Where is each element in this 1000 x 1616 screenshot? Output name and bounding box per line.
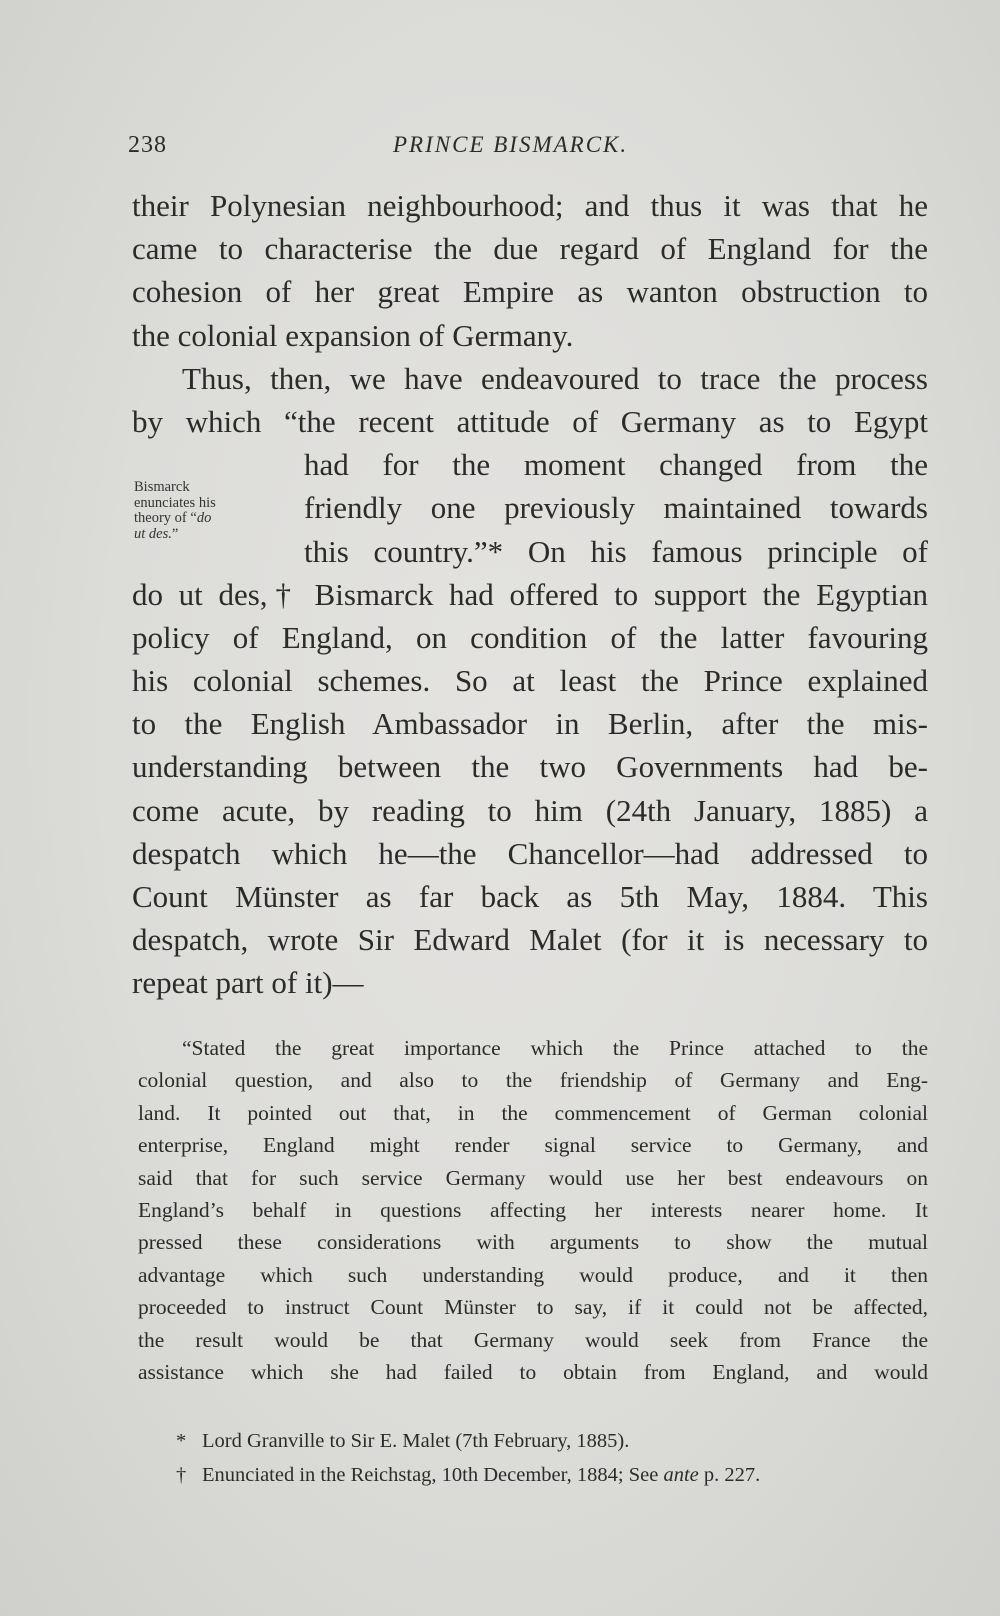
- text-line: their Polynesian neighbourhood; and thus it was that he: [132, 188, 928, 223]
- sidenote-italic: ut des.: [134, 525, 172, 542]
- text-line: do ut des,† Bismarck had offered to support the Egyptian: [132, 576, 928, 612]
- sidenote-text: ”: [171, 525, 179, 542]
- footnote-mark: †: [176, 1464, 187, 1486]
- body-text: [132, 184, 928, 1005]
- footnote-italic: ante: [663, 1464, 699, 1486]
- text-line: Count Münster as far back as 5th May, 1884. This: [132, 879, 928, 914]
- sidenote-text: theory of “: [134, 510, 197, 526]
- block-quote: [138, 1032, 928, 1388]
- paragraph-2: [132, 357, 928, 1005]
- text-line: understanding between the two Governments had be-: [132, 749, 928, 785]
- sidenote-line: [134, 511, 284, 527]
- quote-line: proceeded to instruct Count Münster to say, if it could not be affected,: [138, 1295, 928, 1320]
- footnote-1: [176, 1424, 936, 1458]
- quote-line: advantage which such understanding would produce, and it then: [138, 1262, 928, 1287]
- text-line: despatch which he—the Chancellor—had addressed to: [132, 835, 928, 871]
- quote-line: the result would be that Germany would seek from France the: [138, 1327, 928, 1352]
- quote-line: “Stated the great importance which the Prince attached to the: [182, 1036, 928, 1060]
- sidenote-italic: do: [196, 510, 212, 526]
- quote-line: pressed these considerations with arguments to show the mutual: [138, 1230, 928, 1255]
- footnote-text: Enunciated in the Reichstag, 10th December, 1884; See: [202, 1464, 664, 1486]
- page-header: [128, 132, 680, 168]
- margin-sidenote: [134, 480, 284, 542]
- text-line: to the English Ambassador in Berlin, after the mis-: [132, 706, 928, 742]
- sidenote-line: Bismarck: [134, 479, 190, 495]
- text-line: came to characterise the due regard of England for the: [132, 231, 928, 267]
- text-line: cohesion of her great Empire as wanton obstruction to: [132, 274, 928, 310]
- text-line: Thus, then, we have endeavoured to trace the process: [182, 360, 928, 396]
- quote-line: assistance which she had failed to obtain from England, and would: [138, 1359, 928, 1384]
- text-line: come acute, by reading to him (24th January, 1885) a: [132, 792, 928, 828]
- text-line: had for the moment changed from the: [304, 447, 928, 483]
- quote-line: England’s behalf in questions affecting her interests nearer home. It: [138, 1197, 928, 1222]
- text-line: by which “the recent attitude of Germany as to Egypt: [132, 403, 928, 439]
- text-line: repeat part of it)—: [132, 965, 364, 1001]
- footnote-text: Lord Granville to Sir E. Malet (7th February, 1885).: [202, 1430, 630, 1452]
- quote-line: colonial question, and also to the friendship of Germany and Eng-: [138, 1068, 928, 1093]
- paragraph-1: [132, 184, 928, 357]
- text-line: his colonial schemes. So at least the Prince explained: [132, 663, 928, 699]
- sidenote-line: enunciates his: [134, 494, 216, 511]
- footnote-2: [176, 1458, 936, 1492]
- sidenote-line: [134, 527, 284, 543]
- footnote-text: p. 227.: [698, 1464, 761, 1486]
- text-line: policy of England, on condition of the latter favouring: [132, 619, 928, 655]
- footnote-mark: *: [176, 1430, 187, 1452]
- text-line: despatch, wrote Sir Edward Malet (for it is necessary to: [132, 922, 928, 958]
- text-line: this country.”* On his famous principle of: [304, 533, 928, 569]
- running-title: PRINCE BISMARCK.: [393, 132, 629, 157]
- text-line: the colonial expansion of Germany.: [132, 317, 574, 353]
- page-number: 238: [128, 132, 167, 158]
- quote-line: said that for such service Germany would use her best endeavours on: [138, 1165, 928, 1190]
- quote-line: enterprise, England might render signal service to Germany, and: [138, 1133, 928, 1158]
- text-line: friendly one previously maintained towards: [304, 490, 928, 526]
- quote-line: land. It pointed out that, in the commencement of German colonial: [138, 1100, 928, 1125]
- footnotes: [176, 1424, 936, 1492]
